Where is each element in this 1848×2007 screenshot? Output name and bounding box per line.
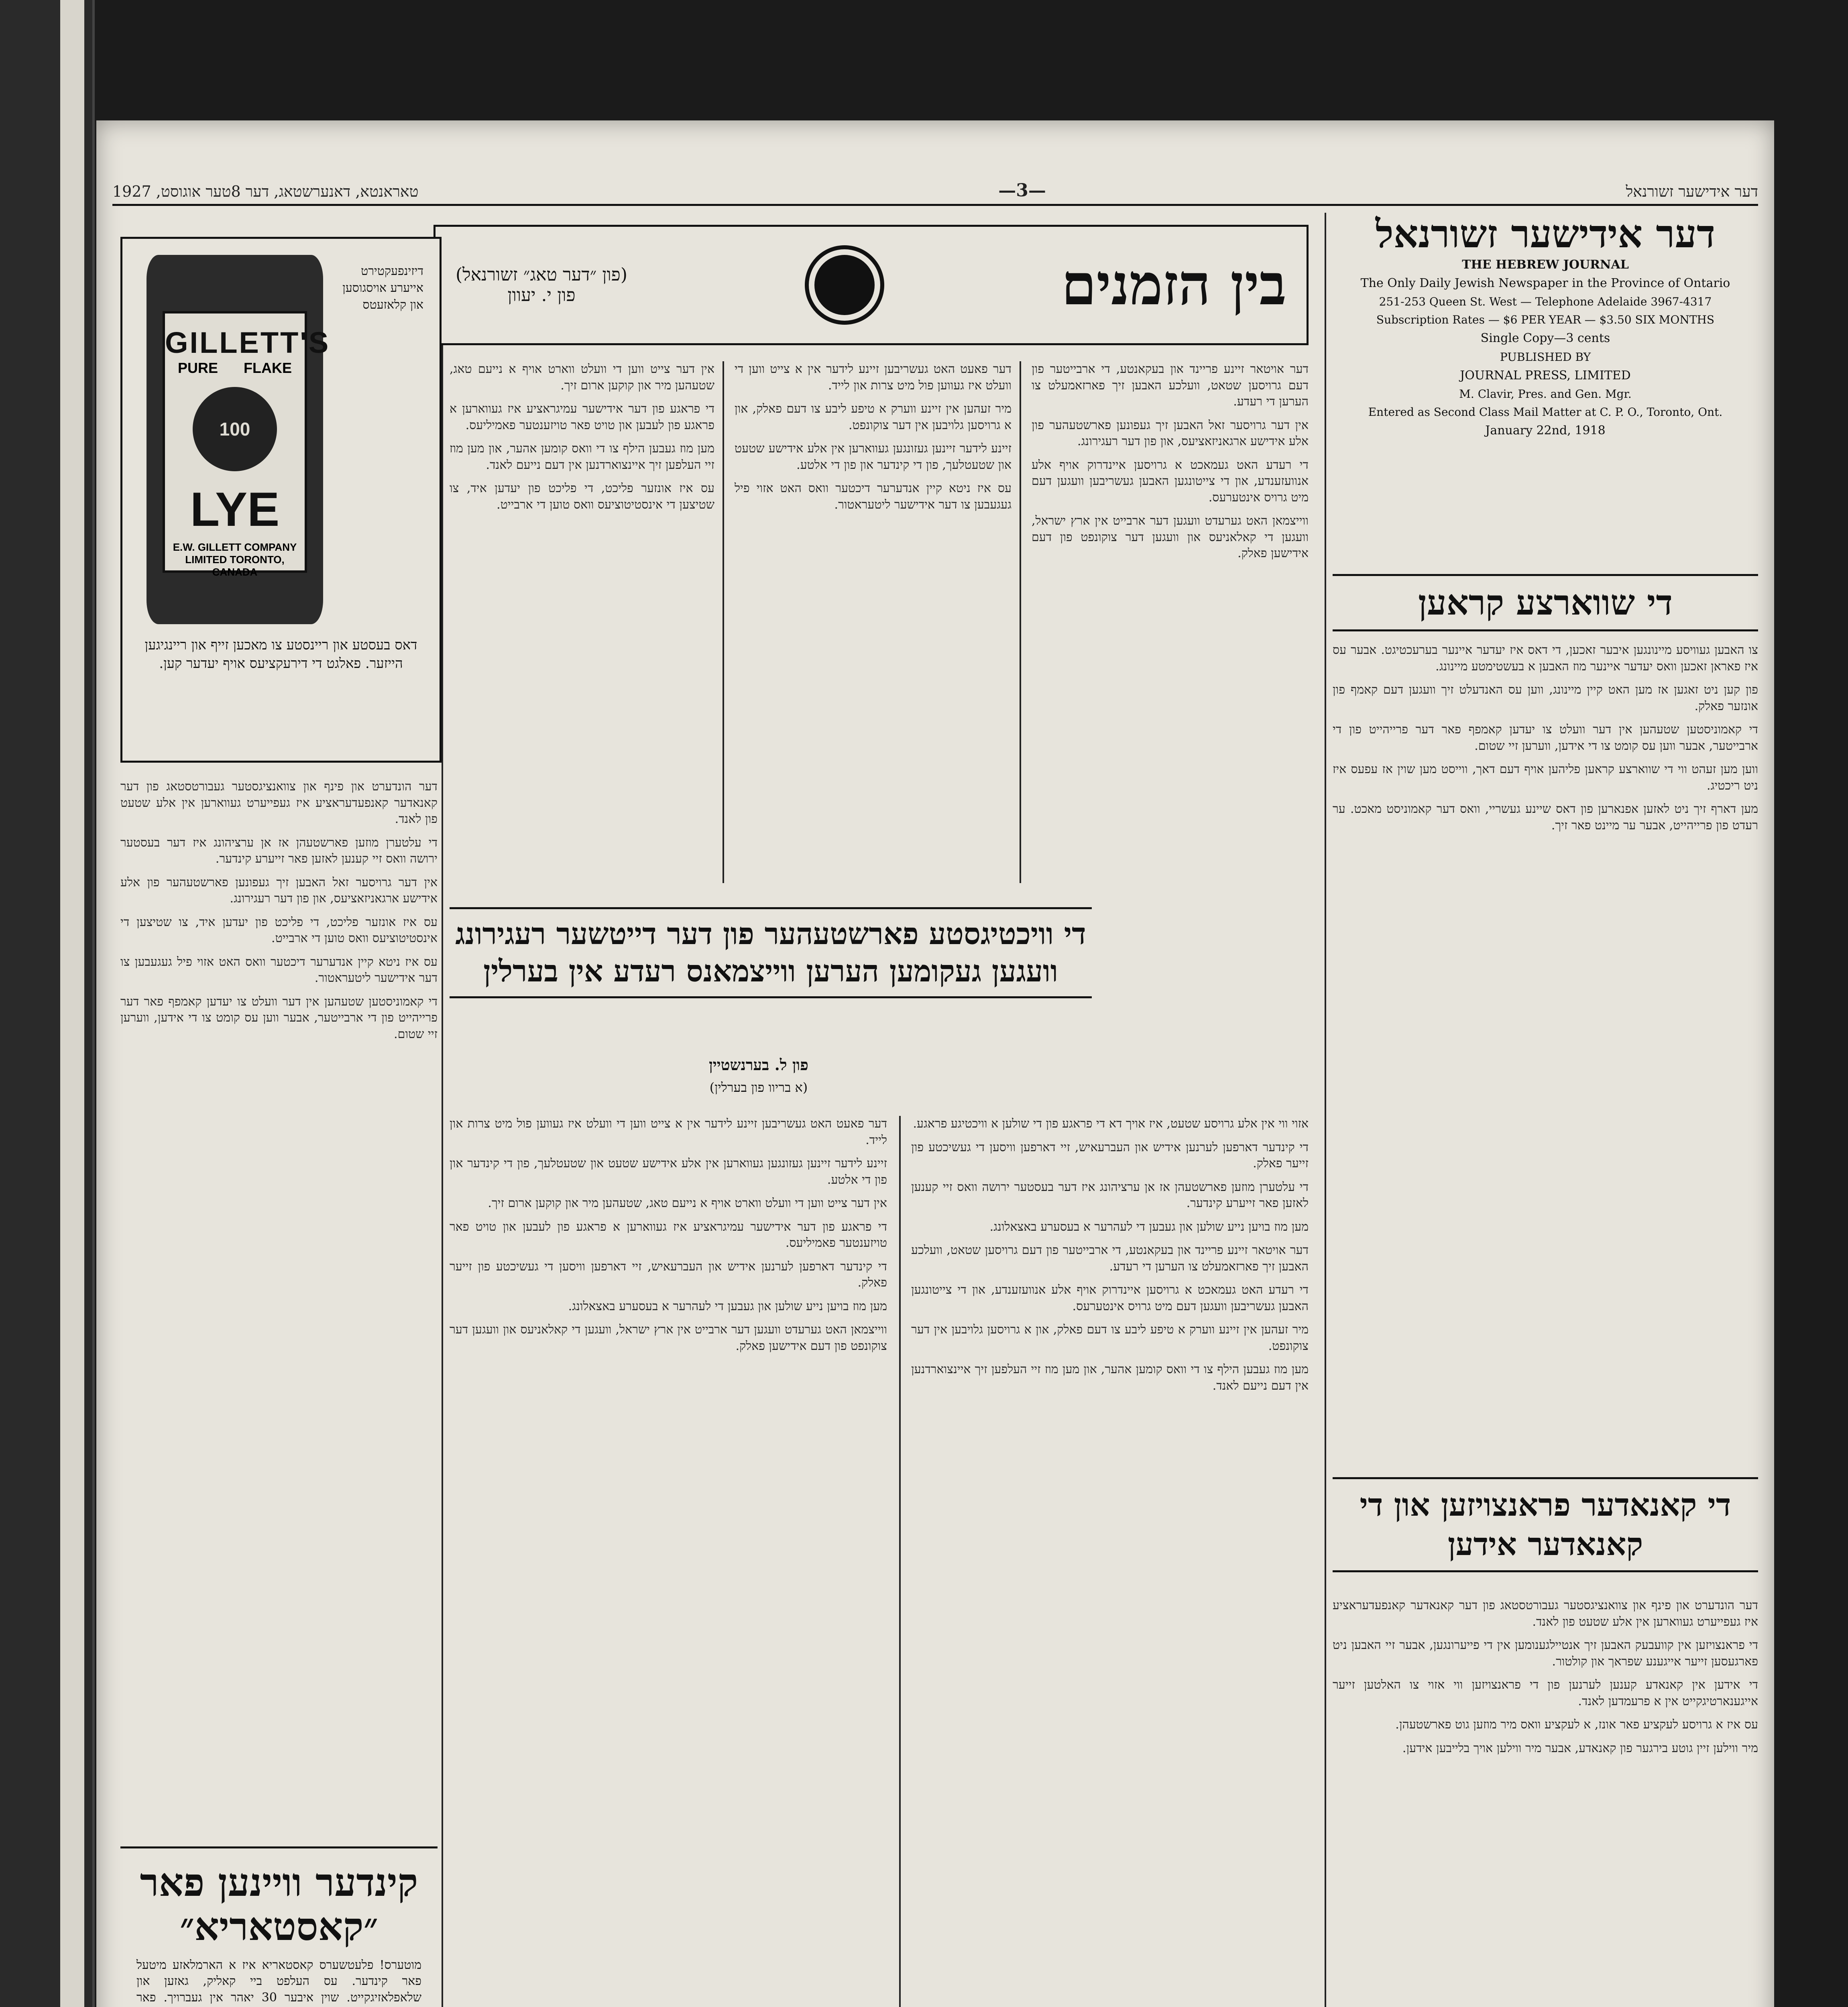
text-paragraph: דער פאעט האט געשריבען זיינע לידער אין א צייט ווען די וועלט איז געווען פול מיט צרות און לייד. (735, 362, 1012, 393)
text-paragraph: די קינדער דארפען לערנען אידיש און העברעאיש, זיי דארפען וויסען די געשיכטע פון זייער פאלק. (450, 1259, 887, 1290)
canadian-paragraph: די אידען אין קאנאדע קענען לערנען פון די פראנצויזען ווי אזוי צו האלטען זייער אייגענארטיגקייט אין א פרעמדען לאנד. (1333, 1678, 1758, 1708)
ad-brand: GILLETT'S (165, 326, 330, 359)
column-divider (1020, 361, 1021, 883)
ad-flake-label: FLAKE (244, 360, 292, 376)
gillett-lye-ad (120, 237, 442, 763)
castoria-title: קינדער וויינען פאר ״קאסטאריא״ (140, 1860, 418, 1950)
page-number: —3— (998, 180, 1046, 201)
masthead-publisher: JOURNAL PRESS, LIMITED (1460, 368, 1631, 383)
text-column (450, 1116, 887, 2007)
canadian-paragraph: עס איז א גרויסע לעקציע פאר אונז, א לעקציע וואס מיר מוזען גוט פארשטעהן. (1395, 1718, 1758, 1732)
ad-side-text: דיזינפעקטירט אייערע אויסגוסען און קלאזעטס (342, 264, 423, 312)
ad-maker: E.W. GILLETT COMPANY LIMITED TORONTO, CANADA (173, 541, 297, 578)
text-paragraph: די פראגע פון דער אידישער עמיגראציע איז געווארען א פראגע פון לעבען און טויט פאר טויזענטער פאמיליעס. (450, 1219, 887, 1250)
editorial-paragraph: צו האבען געוויסע מיינונגען איבער זאכען, די דאס איז יעדער איינער בערעכטיגט. אבער עס איז פאראן זאכען וואס יעדער איינער מוז האבען א בעשטימטע מיינונג. (1333, 643, 1758, 674)
text-paragraph: מען מוז בויען נייע שולען און געבען די לעהרער א בעסערע באצאלונג. (568, 1299, 887, 1313)
castoria-body: מוטערס! פלעטשערס קאסטאריא איז א הארמלאזע מיטעל פאר קינדער. עס העלפט ביי קאליק, גאזען און שלאפלאזיגקייט. שוין איבער 30 יאהר אין געברויך. פאר (136, 1958, 421, 2005)
canadian-headline: די קאנאדער פראנצויזען און די קאנאדער אידען (1333, 1477, 1758, 1572)
masthead-address: 251-253 Queen St. West — Telephone Adelaide 3967-4317 (1379, 295, 1712, 309)
text-paragraph: דער אויטאר זיינע פריינד און בעקאנטע, די ארבייטער פון דעם גרויסען שטאט, וועלכע האבען זיך פארזאמעלט צו הערען די רעדע. (911, 1243, 1309, 1274)
editorial-paragraph: מען דארף זיך ניט לאזען אפנארען פון דאס שיינע געשריי, וואס דער קאמוניסט מאכט. ער רעדט פון פרייהייט, אבער ער מיינט פאר זיך. (1333, 802, 1758, 833)
text-paragraph: עס איז ניטא קיין אנדערער דיכטער וואס האט אזוי פיל געגעבען צו דער אידישער ליטעראטור. (120, 955, 438, 985)
text-column (735, 361, 1012, 883)
text-paragraph: די קאמוניסטען שטעהען אין דער וועלט צו יעדען קאמפף פאר דער פרייהייט פון די ארבייטער, אבער ווען עס קומט צו די אידען, ווערען זיי שטום. (120, 994, 438, 1041)
text-column (450, 361, 714, 883)
ad-pure-label: PURE (177, 360, 218, 376)
middle-headline: די וויכטיגסטע פארשטעהער פון דער דייטשער רעגירונג וועגען געקומען הערען ווייצמאנס רעדע אין בערלין (450, 907, 1092, 998)
column-divider (899, 1116, 901, 2007)
text-paragraph: די עלטערן מוזען פארשטעהן אז אן ערציהונג איז דער בעסטער ירושה וואס זיי קענען לאזען פאר זייערע קינדער. (911, 1180, 1309, 1210)
editorial-body (1333, 642, 1758, 1244)
canadian-paragraph: מיר ווילען זיין גוטע בירגער פון קאנאדע, אבער מיר ווילען אויך בלייבען אידען. (1402, 1741, 1758, 1755)
text-paragraph: זיינע לידער זיינען געזונגען געווארען אין אלע אידישע שטעט און שטעטלעך, פון די קינדער און פון די אלטע. (735, 442, 1012, 472)
can-label (163, 311, 330, 578)
banner-author: פון י. יעוון (507, 285, 576, 305)
masthead-single-copy: Single Copy—3 cents (1480, 331, 1610, 346)
lye-can-illustration (147, 255, 330, 624)
canadian-paragraph: די פראנצויזען אין קוועבעק האבען זיך אנטיילגענומען אין די פייערונגען, אבער זיי האבען ניט פארגעסען זייער אייגענע שפראך און קולטור. (1333, 1638, 1758, 1669)
header-paper-name: דער אידישער זשורנאל (1626, 183, 1758, 200)
column-divider (723, 361, 724, 883)
text-paragraph: דער אויטאר זיינע פריינד און בעקאנטע, די ארבייטער פון דעם גרויסען שטאט, וועלכע האבען זיך פארזאמעלט צו הערען די רעדע. (1032, 362, 1309, 409)
canadian-paragraph: דער הונדערט און פינף און צוואנציגסטער געבורטסטאג פון דער קאנאדער קאנפעדעראציע איז געפייערט געווארען אין אלע שטעט פון לאנד. (1333, 1598, 1758, 1629)
newspaper-page (96, 120, 1774, 2007)
text-paragraph: מען מוז בויען נייע שולען און געבען די לעהרער א בעסערע באצאלונג. (989, 1219, 1309, 1234)
text-paragraph: די רעדע האט געמאכט א גרויסען איינדרוק אויף אלע אנוועזענדע, און די צייטונגען האבען געשריבען וועגען דעם מיט גרויס אינטערעס. (911, 1283, 1309, 1313)
text-paragraph: דער הונדערט און פינף און צוואנציגסטער געבורטסטאג פון דער קאנאדער קאנפעדעראציע איז געפייערט געווארען אין אלע שטעט פון לאנד. (120, 780, 438, 826)
adjacent-page-strip (0, 0, 95, 2007)
text-paragraph: די פראגע פון דער אידישער עמיגראציע איז געווארען א פראגע פון לעבען און טויט פאר טויזענטער פאמיליעס. (450, 402, 714, 432)
text-paragraph: אין דער גרויסער זאל האבען זיך געפונען פארשטעהער פון אלע אידישע ארגאניזאציעס, און פון דער רעגירונג. (1032, 418, 1309, 448)
masthead-tagline: The Only Daily Jewish Newspaper in the Province of Ontario (1360, 276, 1730, 290)
masthead-subscription: Subscription Rates — $6 PER YEAR — $3.50 SIX MONTHS (1376, 313, 1715, 327)
text-column (1032, 361, 1309, 883)
canadian-article-body (1333, 1598, 1758, 2007)
text-paragraph: אין דער צייט ווען די וועלט ווארט אויף א נייעם טאג, שטעהען מיר און קוקען ארום זיך. (450, 362, 714, 393)
text-column (911, 1116, 1309, 2007)
text-paragraph: די עלטערן מוזען פארשטעהן אז אן ערציהונג איז דער בעסטער ירושה וואס זיי קענען לאזען פאר זייערע קינדער. (120, 835, 438, 866)
masthead-published-by: PUBLISHED BY (1500, 350, 1591, 364)
banner-section-note: (פון ״דער טאג״ זשורנאל) (456, 265, 628, 285)
header-date: טאראנטא, דאנערשטאג, דער 8טער אוגוסט, 1927 (112, 183, 419, 200)
editorial-headline: די שווארצע קראען (1333, 574, 1758, 631)
middle-note: (א בריוו פון בערלין) (709, 1080, 808, 1095)
masthead-manager: M. Clavir, Pres. and Gen. Mgr. (1459, 387, 1632, 401)
section-banner (434, 225, 1309, 345)
text-paragraph: מיר זעהען אין זיינע ווערק א טיפע ליבע צו דעם פאלק, און א גרויסען גלויבען אין דער צוקונפט. (911, 1323, 1309, 1353)
page-header (112, 177, 1758, 206)
masthead (1333, 213, 1758, 566)
middle-byline: פון ל. בערנשטיין (709, 1056, 808, 1074)
text-paragraph: אזוי ווי אין אלע גרויסע שטעט, איז אויך דא די פראגע פון די שולען א וויכטיגע פראגע. (913, 1117, 1309, 1131)
page-edge (60, 0, 84, 2007)
lion-seal-icon: 100 (193, 387, 277, 471)
text-paragraph: די רעדע האט געמאכט א גרויסען איינדרוק אויף אלע אנוועזענדע, און די צייטונגען האבען געשריבען וועגען דעם מיט גרויס אינטערעס. (1032, 458, 1309, 505)
text-paragraph: אין דער גרויסער זאל האבען זיך געפונען פארשטעהער פון אלע אידישע ארגאניזאציעס, און פון דער רעגירונג. (120, 875, 438, 906)
editorial-paragraph: די קאמוניסטען שטעהען אין דער וועלט צו יעדען קאמפף פאר דער פרייהייט פון די ארבייטער, אבער ווען עס קומט צו די אידען, ווערען זיי שטום. (1333, 723, 1758, 753)
castoria-ad (120, 1846, 438, 2007)
ad-product-name: LYE (190, 482, 280, 536)
text-paragraph: אין דער צייט ווען די וועלט ווארט אויף א נייעם טאג, שטעהען מיר און קוקען ארום זיך. (488, 1196, 887, 1210)
text-paragraph: זיינע לידער זיינען געזונגען געווארען אין אלע אידישע שטעט און שטעטלעך, פון די קינדער און פון די אלטע. (450, 1156, 887, 1187)
text-paragraph: עס איז אונזער פליכט, די פליכט פון יעדען איד, צו שטיצען די אינסטיטוציעס וואס טוען די ארבייט. (450, 481, 714, 512)
column-divider (442, 345, 443, 2007)
text-paragraph: מיר זעהען אין זיינע ווערק א טיפע ליבע צו דעם פאלק, און א גרויסען גלויבען אין דער צוקונפט. (735, 402, 1012, 432)
text-paragraph: עס איז ניטא קיין אנדערער דיכטער וואס האט אזוי פיל געגעבען צו דער אידישער ליטעראטור. (735, 481, 1012, 512)
text-paragraph: ווייצמאן האט גערעדט וועגען דער ארבייט אין ארץ ישראל, וועגען די קאלאניעס און וועגען דער צוקונפט פון דעם אידישען פאלק. (450, 1323, 887, 1353)
masthead-date: January 22nd, 1918 (1485, 423, 1606, 438)
text-paragraph: מען מוז געבען הילף צו די וואס קומען אהער, און מען מוז זיי העלפען זיך איינצוארדנען אין דעם נייעם לאנד. (450, 442, 714, 472)
column-divider (1325, 213, 1326, 2007)
masthead-entered: Entered as Second Class Mail Matter at C. P. O., Toronto, Ont. (1368, 405, 1723, 419)
text-paragraph: דער פאעט האט געשריבען זיינע לידער אין א צייט ווען די וועלט איז געווען פול מיט צרות און לייד. (450, 1117, 887, 1147)
text-column (120, 779, 438, 1923)
editorial-paragraph: ווען מען זעהט ווי די שווארצע קראען פליהען אויף דעם דאך, ווייסט מען שוין אז עפעס איז ניט ריכטיג. (1333, 762, 1758, 793)
text-paragraph: ווייצמאן האט גערעדט וועגען דער ארבייט אין ארץ ישראל, וועגען די קאלאניעס און וועגען דער צוקונפט פון דעם אידישען פאלק. (1032, 514, 1309, 560)
ad-bottom-text: דאס בעסטע און ריינסטע צו מאכען זייף און ריינגיגען הייזער. פאלגט די דירעקציעס אויף יעדער קען. (145, 637, 417, 672)
text-paragraph: די קינדער דארפען לערנען אידיש און העברעאיש, זיי דארפען וויסען די געשיכטע פון זייער פאלק. (911, 1140, 1309, 1170)
editorial-paragraph: פון קען ניט זאגען אז מען האט קיין מיינונג, ווען עס האנדעלט זיך וועגען דעם קאמף פון אונזער פאלק. (1333, 683, 1758, 713)
text-paragraph: עס איז אונזער פליכט, די פליכט פון יעדען איד, צו שטיצען די אינסטיטוציעס וואס טוען די ארבייט. (120, 915, 438, 945)
banner-title: בין הזמנים (1061, 252, 1286, 318)
text-paragraph: מען מוז געבען הילף צו די וואס קומען אהער, און מען מוז זיי העלפען זיך איינצוארדנען אין דעם נייעם לאנד. (911, 1362, 1309, 1393)
masthead-english-name: THE HEBREW JOURNAL (1462, 257, 1629, 272)
sun-ornament-icon (814, 255, 875, 315)
masthead-title: דער אידישער זשורנאל (1375, 211, 1716, 256)
